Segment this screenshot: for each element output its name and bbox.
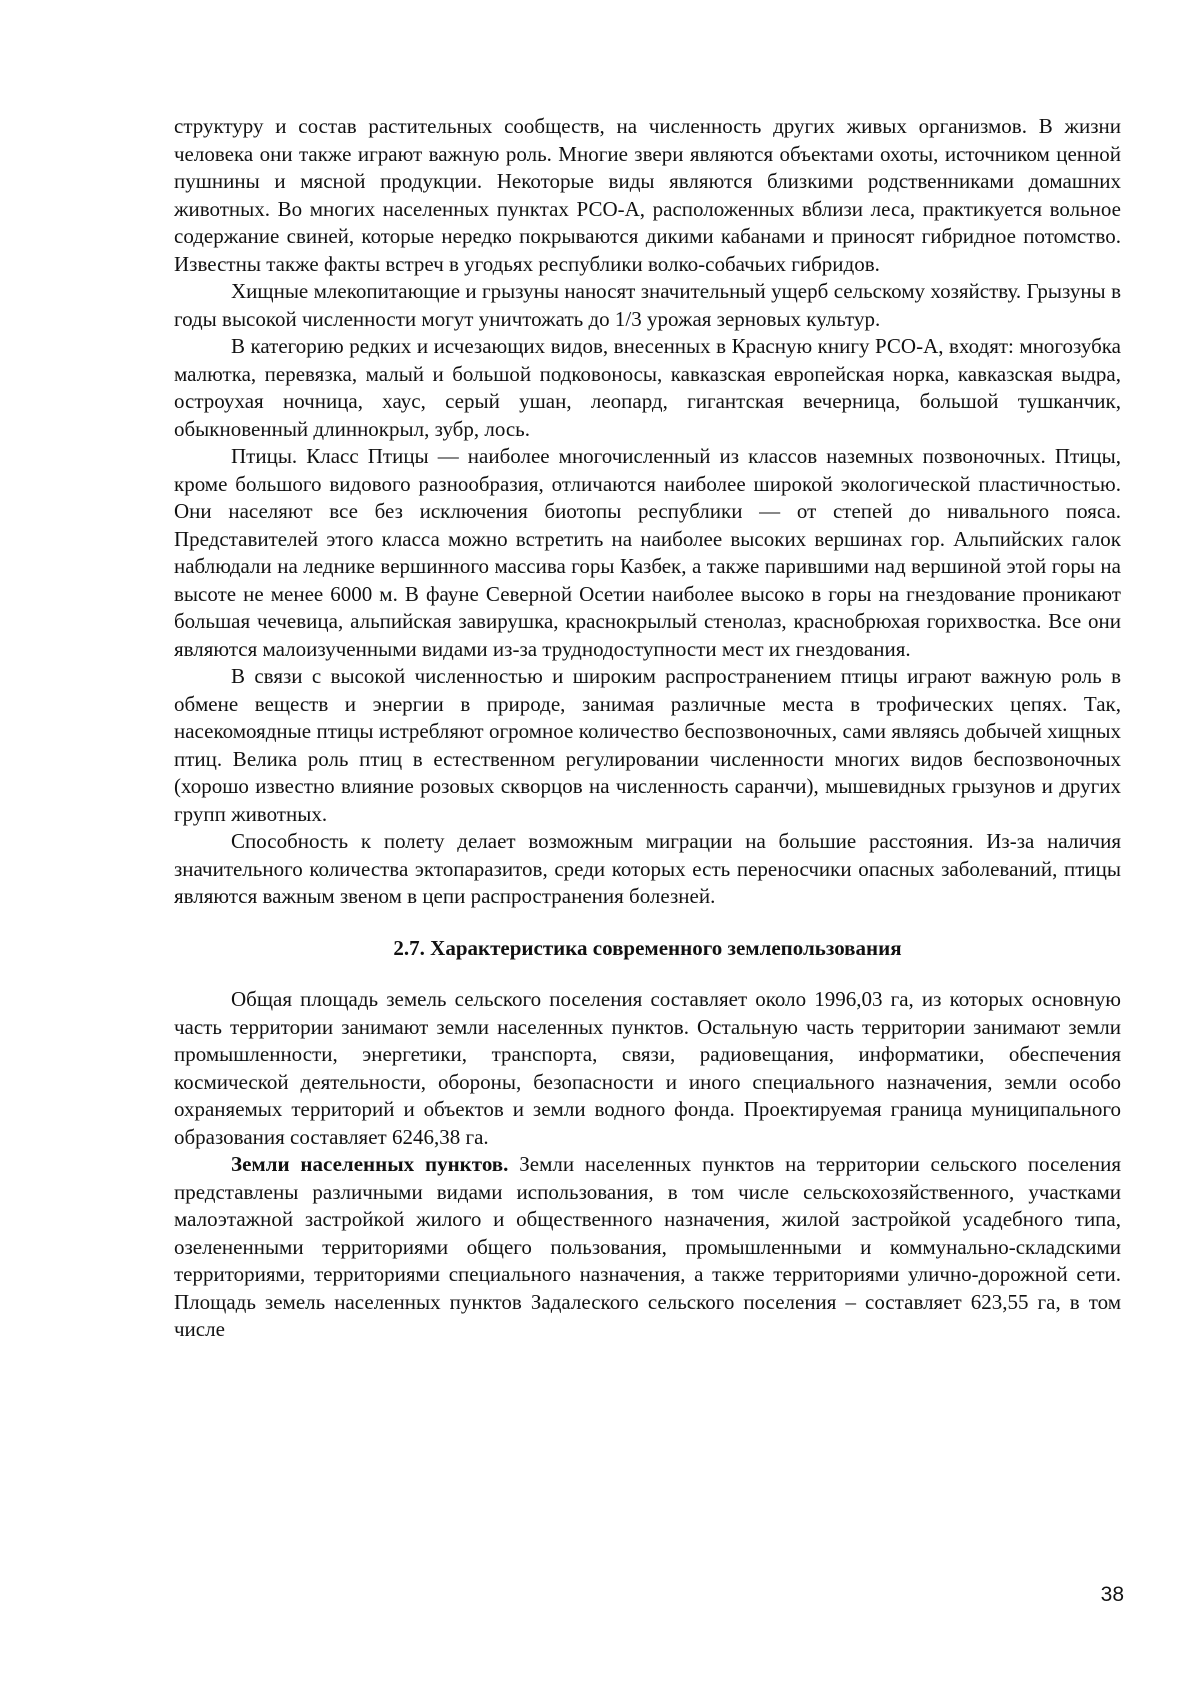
paragraph-continuation: структуру и состав растительных сообществ, на численность других живых организмов. В жизни человека они также играют важную роль. Многие звери являются объектами охоты, источником ценной пушнины и мясной продукции. Некоторые виды являются близкими родственниками домашних животных. Во многих населенных пунктах РСО-А, расположенных вблизи леса, практикуется вольное содержание свиней, которые нередко покрываются дикими кабанами и приносят гибридное потомство. Известны также факты встреч в угодьях республики волко-собачьих гибридов. — [174, 114, 1121, 276]
paragraph-settlement-lands — [174, 1151, 1121, 1344]
paragraph-birds: Птицы. Класс Птицы — наиболее многочисленный из классов наземных позвоночных. Птицы, кроме большого видового разнообразия, отличаются наиболее широкой экологической пластичностью. Они населяют все без исключения биотопы республики — от степей до нивального пояса. Представителей этого класса можно встретить на наиболее высоких вершинах гор. Альпийских галок наблюдали на леднике вершинного массива горы Казбек, а также парившими над вершиной этой горы на высоте не менее 6000 м. В фауне Северной Осетии наиболее высоко в горы на гнездование проникают большая чечевица, альпийская завирушка, краснокрылый стенолаз, краснобрюхая горихвостка. Все они являются малоизученными видами из-за труднодоступности мест их гнездования. — [174, 444, 1121, 661]
paragraph-birds-role: В связи с высокой численностью и широким распространением птицы играют важную роль в обмене веществ и энергии в природе, занимая различные места в трофических цепях. Так, насекомоядные птицы истребляют огромное количество беспозвоночных, сами являясь добычей хищных птиц. Велика роль птиц в естественном регулировании численности многих видов беспозвоночных (хорошо известно влияние розовых скворцов на численность саранчи), мышевидных грызунов и других групп животных. — [174, 664, 1121, 826]
paragraph-predators-rodents: Хищные млекопитающие и грызуны наносят значительный ущерб сельскому хозяйству. Грызуны в годы высокой численности могут уничтожать до 1/3 урожая зерновых культур. — [174, 279, 1121, 331]
paragraph-birds-migration: Способность к полету делает возможным миграции на большие расстояния. Из-за наличия значительного количества эктопаразитов, среди которых есть переносчики опасных заболеваний, птицы являются важным звеном в цепи распространения болезней. — [174, 829, 1121, 908]
paragraph-land-area: Общая площадь земель сельского поселения составляет около 1996,03 га, из которых основную часть территории занимают земли населенных пунктов. Остальную часть территории занимают земли промышленности, энергетики, транспорта, связи, радиовещания, информатики, обеспечения космической деятельности, обороны, безопасности и иного специального назначения, земли особо охраняемых территорий и объектов и земли водного фонда. Проектируемая граница муниципального образования составляет 6246,38 га. — [174, 987, 1121, 1149]
page-number: 38 — [1100, 1583, 1124, 1606]
body-text — [174, 113, 1121, 1344]
paragraph-lead-bold: Земли населенных пунктов. — [231, 1152, 509, 1176]
paragraph-settlement-body: Земли населенных пунктов на территории сельского поселения представлены различными видами использования, в том числе сельскохозяйственного, участками малоэтажной застройкой жилого и общественного назначения, жилой застройкой усадебного типа, озелененными территориями общего пользования, промышленными и коммунально-складскими территориями, территориями специального назначения, а также территориями улично-дорожной сети. Площадь земель населенных пунктов Задалеского сельского поселения – составляет 623,55 га, в том числе — [174, 1152, 1121, 1341]
paragraph-red-book: В категорию редких и исчезающих видов, внесенных в Красную книгу РСО-А, входят: многозубка малютка, перевязка, малый и большой подковоносы, кавказская европейская норка, кавказская выдра, остроухая ночница, хаус, серый ушан, леопард, гигантская вечерница, большой тушканчик, обыкновенный длиннокрыл, зубр, лось. — [174, 334, 1121, 441]
section-heading: 2.7. Характеристика современного землепользования — [393, 935, 902, 960]
